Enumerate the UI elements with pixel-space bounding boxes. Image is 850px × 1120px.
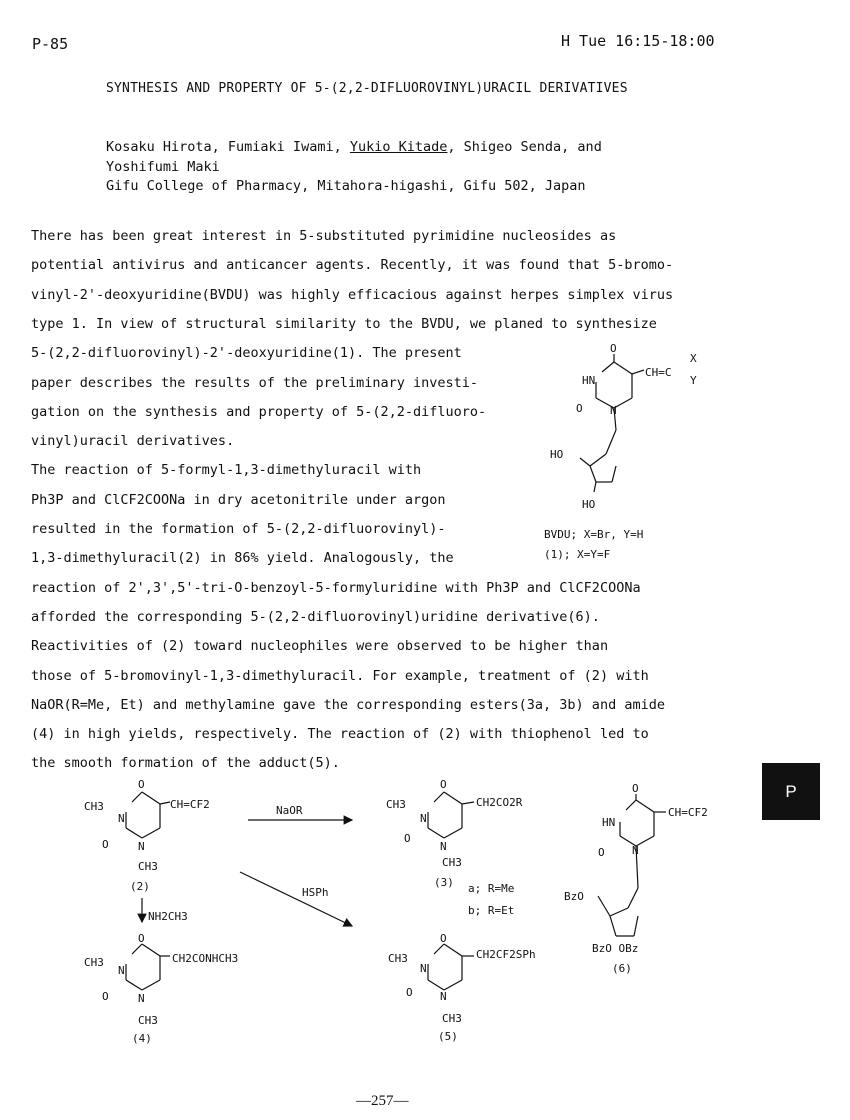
c2-ch3b: CH3 [138,860,158,873]
label-vinyl: CH=C [645,366,672,379]
reaction-scheme [70,770,750,1060]
body-line: 5-(2,2-difluorovinyl)-2'-deoxyuridine(1). The present [31,345,462,362]
body-line: (4) in high yields, respectively. The reaction of (2) with thiophenol led to [31,726,649,743]
c5-n1: N [440,990,447,1003]
c3-o2: O [404,832,411,845]
body-line: paper describes the results of the preliminary investi- [31,374,479,391]
bond [160,802,170,804]
bond [594,482,596,492]
c6-bzo23: BzO OBz [592,942,639,955]
bond [434,944,444,954]
reagent-naor: NaOR [276,804,303,817]
label-compound-2: (2) [130,880,150,893]
body-line: resulted in the formation of 5-(2,2-difluorovinyl)- [31,521,446,537]
bond [126,980,142,990]
page-number: —257— [356,1093,409,1109]
presenting-author: Yukio Kitade [349,139,448,155]
c3-n1: N [440,840,447,853]
figure-bvdu-structure [540,340,720,570]
bond [610,908,628,916]
c3-ch3: CH3 [386,798,406,811]
bond [434,792,444,802]
bond [444,792,462,804]
bond [614,398,632,408]
bond [602,362,614,372]
c3-substituent: CH2CO2R [476,796,523,809]
bond [580,458,590,466]
body-line: gation on the synthesis and property of 5-(2,2-difluoro- [31,403,487,420]
bond [142,828,160,838]
body-line: vinyl-2'-deoxyuridine(BVDU) was highly efficacious against herpes simplex virus [31,286,674,303]
section-tab: P [762,763,820,820]
label-o: O [610,342,617,355]
bond [444,828,462,838]
c5-o: O [440,932,447,945]
c5-ch3b: CH3 [442,1012,462,1025]
body-line: vinyl)uracil derivatives. [31,433,235,450]
bond [142,792,160,804]
c6-o2: O [598,846,605,859]
bond [428,980,444,990]
authors-before: Kosaku Hirota, Fumiaki Iwami, [106,139,350,155]
page-code: P-85 [32,35,69,53]
label-compound-3: (3) [434,876,454,889]
label-y: Y [690,374,697,387]
label-compound-6: (6) [612,962,632,975]
bond [590,466,596,482]
bond [610,916,616,936]
c2-n: N [118,812,125,825]
bond [598,896,610,916]
c4-substituent: CH2CONHCH3 [172,952,239,965]
bond [444,944,462,956]
body-line: NaOR(R=Me, Et) and methylamine gave the corresponding esters(3a, 3b) and amide [31,696,665,713]
body-line: those of 5-bromovinyl-1,3-dimethyluracil. For example, treatment of (2) with [31,667,649,684]
label-n: N [610,404,617,417]
c3-o: O [440,778,447,791]
c2-n1: N [138,840,145,853]
bond [612,466,616,482]
bond [142,980,160,990]
body-line: Reactivities of (2) toward nucleophiles were observed to be higher than [31,638,609,655]
c2-ch3: CH3 [84,800,104,813]
c3-n: N [420,812,427,825]
bond [636,800,654,812]
bond [634,916,638,936]
c5-n: N [420,962,427,975]
c2-o2: O [102,838,109,851]
label-x: X [690,352,697,365]
c6-o: O [632,782,639,795]
label-ho5: HO [550,448,564,461]
affiliation: Gifu College of Pharmacy, Mitahora-higashi, Gifu 502, Japan [106,178,586,194]
c6-bzo5: BzO [564,890,584,903]
bond [628,888,638,908]
body-line: reaction of 2',3',5'-tri-O-benzoyl-5-formyluridine with Ph3P and ClCF2COONa [31,579,641,596]
label-o2: O [576,402,583,415]
bond [636,836,654,846]
authors-line-1 [106,139,602,155]
c2-o: O [138,778,145,791]
c4-n: N [118,964,125,977]
body-line: Ph3P and ClCF2COONa in dry acetonitrile under argon [31,491,446,508]
body-line: 1,3-dimethyluracil(2) in 86% yield. Analogously, the [31,550,454,567]
body-line: type 1. In view of structural similarity to the BVDU, we planed to synthesize [31,315,657,332]
c4-ch3: CH3 [84,956,104,969]
bond [444,980,462,990]
body-line: There has been great interest in 5-substituted pyrimidine nucleosides as [31,228,617,244]
label-compound-4: (4) [132,1032,152,1045]
c4-ch3b: CH3 [138,1014,158,1027]
bond [142,944,160,956]
bond [632,370,644,374]
session-time: H Tue 16:15-18:00 [561,32,715,50]
c2-substituent: CH=CF2 [170,798,210,811]
authors-line-2: Yoshifumi Maki [106,159,220,175]
c4-o2: O [102,990,109,1003]
reagent-hsph: HSPh [302,886,329,899]
body-line: afforded the corresponding 5-(2,2-difluorovinyl)uridine derivative(6). [31,608,600,625]
label-ho3: HO [582,498,596,511]
c6-n: N [632,844,639,857]
bond [606,430,616,454]
authors-after: , Shigeo Senda, and [447,139,602,155]
bond [132,944,142,954]
bond [428,828,444,838]
sub-3a: a; R=Me [468,882,515,895]
caption-bvdu: BVDU; X=Br, Y=H [544,528,644,541]
c3-ch3b: CH3 [442,856,462,869]
body-line: The reaction of 5-formyl-1,3-dimethyluracil with [31,462,422,479]
bond [462,802,474,804]
paper-title: SYNTHESIS AND PROPERTY OF 5-(2,2-DIFLUOROVINYL)URACIL DERIVATIVES [106,81,628,96]
label-compound-5: (5) [438,1030,458,1043]
bond [626,800,636,810]
c5-o2: O [406,986,413,999]
sub-3b: b; R=Et [468,904,515,917]
c5-substituent: CH2CF2SPh [476,948,536,961]
reagent-amine: NH2CH3 [148,910,188,923]
body-line: the smooth formation of the adduct(5). [31,755,340,772]
caption-compound-1: (1); X=Y=F [544,548,611,561]
arrow-hsph [240,872,352,926]
c5-ch3: CH3 [388,952,408,965]
c6-substituent: CH=CF2 [668,806,708,819]
bond [132,792,142,802]
bond [590,454,606,466]
c6-hn: HN [602,816,616,829]
body-line: potential antivirus and anticancer agents. Recently, it was found that 5-bromo- [31,257,674,274]
c4-o: O [138,932,145,945]
label-hn: HN [582,374,596,387]
c4-n1: N [138,992,145,1005]
bond [126,828,142,838]
bond [614,362,632,374]
